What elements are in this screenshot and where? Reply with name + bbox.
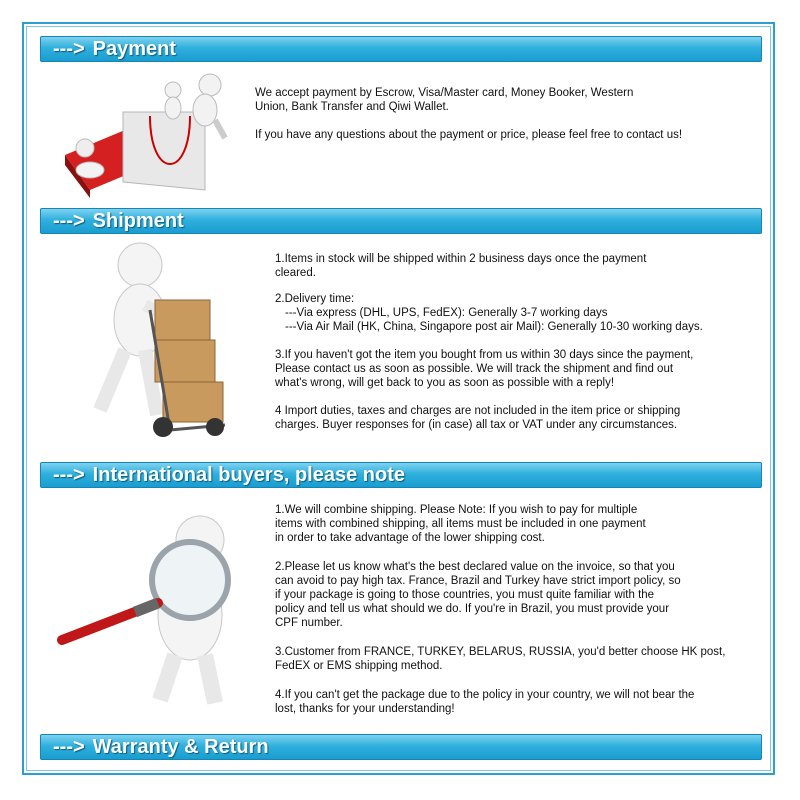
shipment-title: Shipment <box>92 210 184 232</box>
shipment-line: 3.If you haven't got the item you bought from us within 30 days since the payment, <box>275 349 694 361</box>
warranty-title: Warranty & Return <box>92 736 269 758</box>
shipment-text <box>275 252 765 432</box>
payment-line: Union, Bank Transfer and Qiwi Wallet. <box>255 101 449 113</box>
international-line: 1.We will combine shipping. Please Note: If you wish to pay for multiple <box>275 504 638 516</box>
shipment-line: 4 Import duties, taxes and charges are not included in the item price or shipping <box>275 405 681 417</box>
international-line: policy and tell us what should we do. If you're in Brazil, you must provide your <box>275 603 670 615</box>
international-line: if your package is going to those countries, you must quite familiar with the <box>275 589 655 601</box>
international-line: 2.Please let us know what's the best declared value on the invoice, so that you <box>275 561 675 573</box>
international-figure-icon <box>50 505 270 715</box>
international-line: CPF number. <box>275 617 343 629</box>
payment-line: We accept payment by Escrow, Visa/Master card, Money Booker, Western <box>255 87 634 99</box>
international-header <box>40 462 762 488</box>
header-arrow: ---> <box>53 736 85 758</box>
shipment-header <box>40 208 762 234</box>
international-line: 3.Customer from FRANCE, TURKEY, BELARUS, RUSSIA, you'd better choose HK post, <box>275 646 726 658</box>
shipment-line: 1.Items in stock will be shipped within 2 business days once the payment <box>275 253 647 265</box>
header-arrow: ---> <box>53 210 85 232</box>
international-line: in order to take advantage of the lower shipping cost. <box>275 532 545 544</box>
header-arrow: ---> <box>53 38 85 60</box>
warranty-header <box>40 734 762 760</box>
shipment-line: what's wrong, will get back to you as soon as possible with a reply! <box>275 377 615 389</box>
international-line: lost, thanks for your understanding! <box>275 703 455 715</box>
international-line: can avoid to pay high tax. France, Brazil and Turkey have strict import policy, so <box>275 575 681 587</box>
payment-text <box>255 86 765 142</box>
payment-line: If you have any questions about the payment or price, please feel free to contact us! <box>255 129 683 141</box>
shipment-figure-icon <box>45 240 265 440</box>
header-arrow: ---> <box>53 464 85 486</box>
shipment-line: ---Via Air Mail (HK, China, Singapore post air Mail): Generally 10-30 working days. <box>285 321 703 333</box>
payment-title: Payment <box>92 38 177 60</box>
international-line: FedEX or EMS shipping method. <box>275 660 443 672</box>
shipment-line: charges. Buyer responses for (in case) all tax or VAT under any circumstances. <box>275 419 678 431</box>
shipment-line: ---Via express (DHL, UPS, FedEX): Generally 3-7 working days <box>285 307 608 319</box>
international-text <box>275 503 765 716</box>
international-line: items with combined shipping, all items must be included in one payment <box>275 518 646 530</box>
international-line: 4.If you can't get the package due to the policy in your country, we will not bear the <box>275 689 695 701</box>
shipment-line: Please contact us as soon as possible. We will track the shipment and find out <box>275 363 674 375</box>
payment-header <box>40 36 762 62</box>
payment-figure-icon <box>55 70 240 200</box>
shipment-line: 2.Delivery time: <box>275 293 355 305</box>
shipment-line: cleared. <box>275 267 316 279</box>
international-title: International buyers, please note <box>92 464 405 486</box>
